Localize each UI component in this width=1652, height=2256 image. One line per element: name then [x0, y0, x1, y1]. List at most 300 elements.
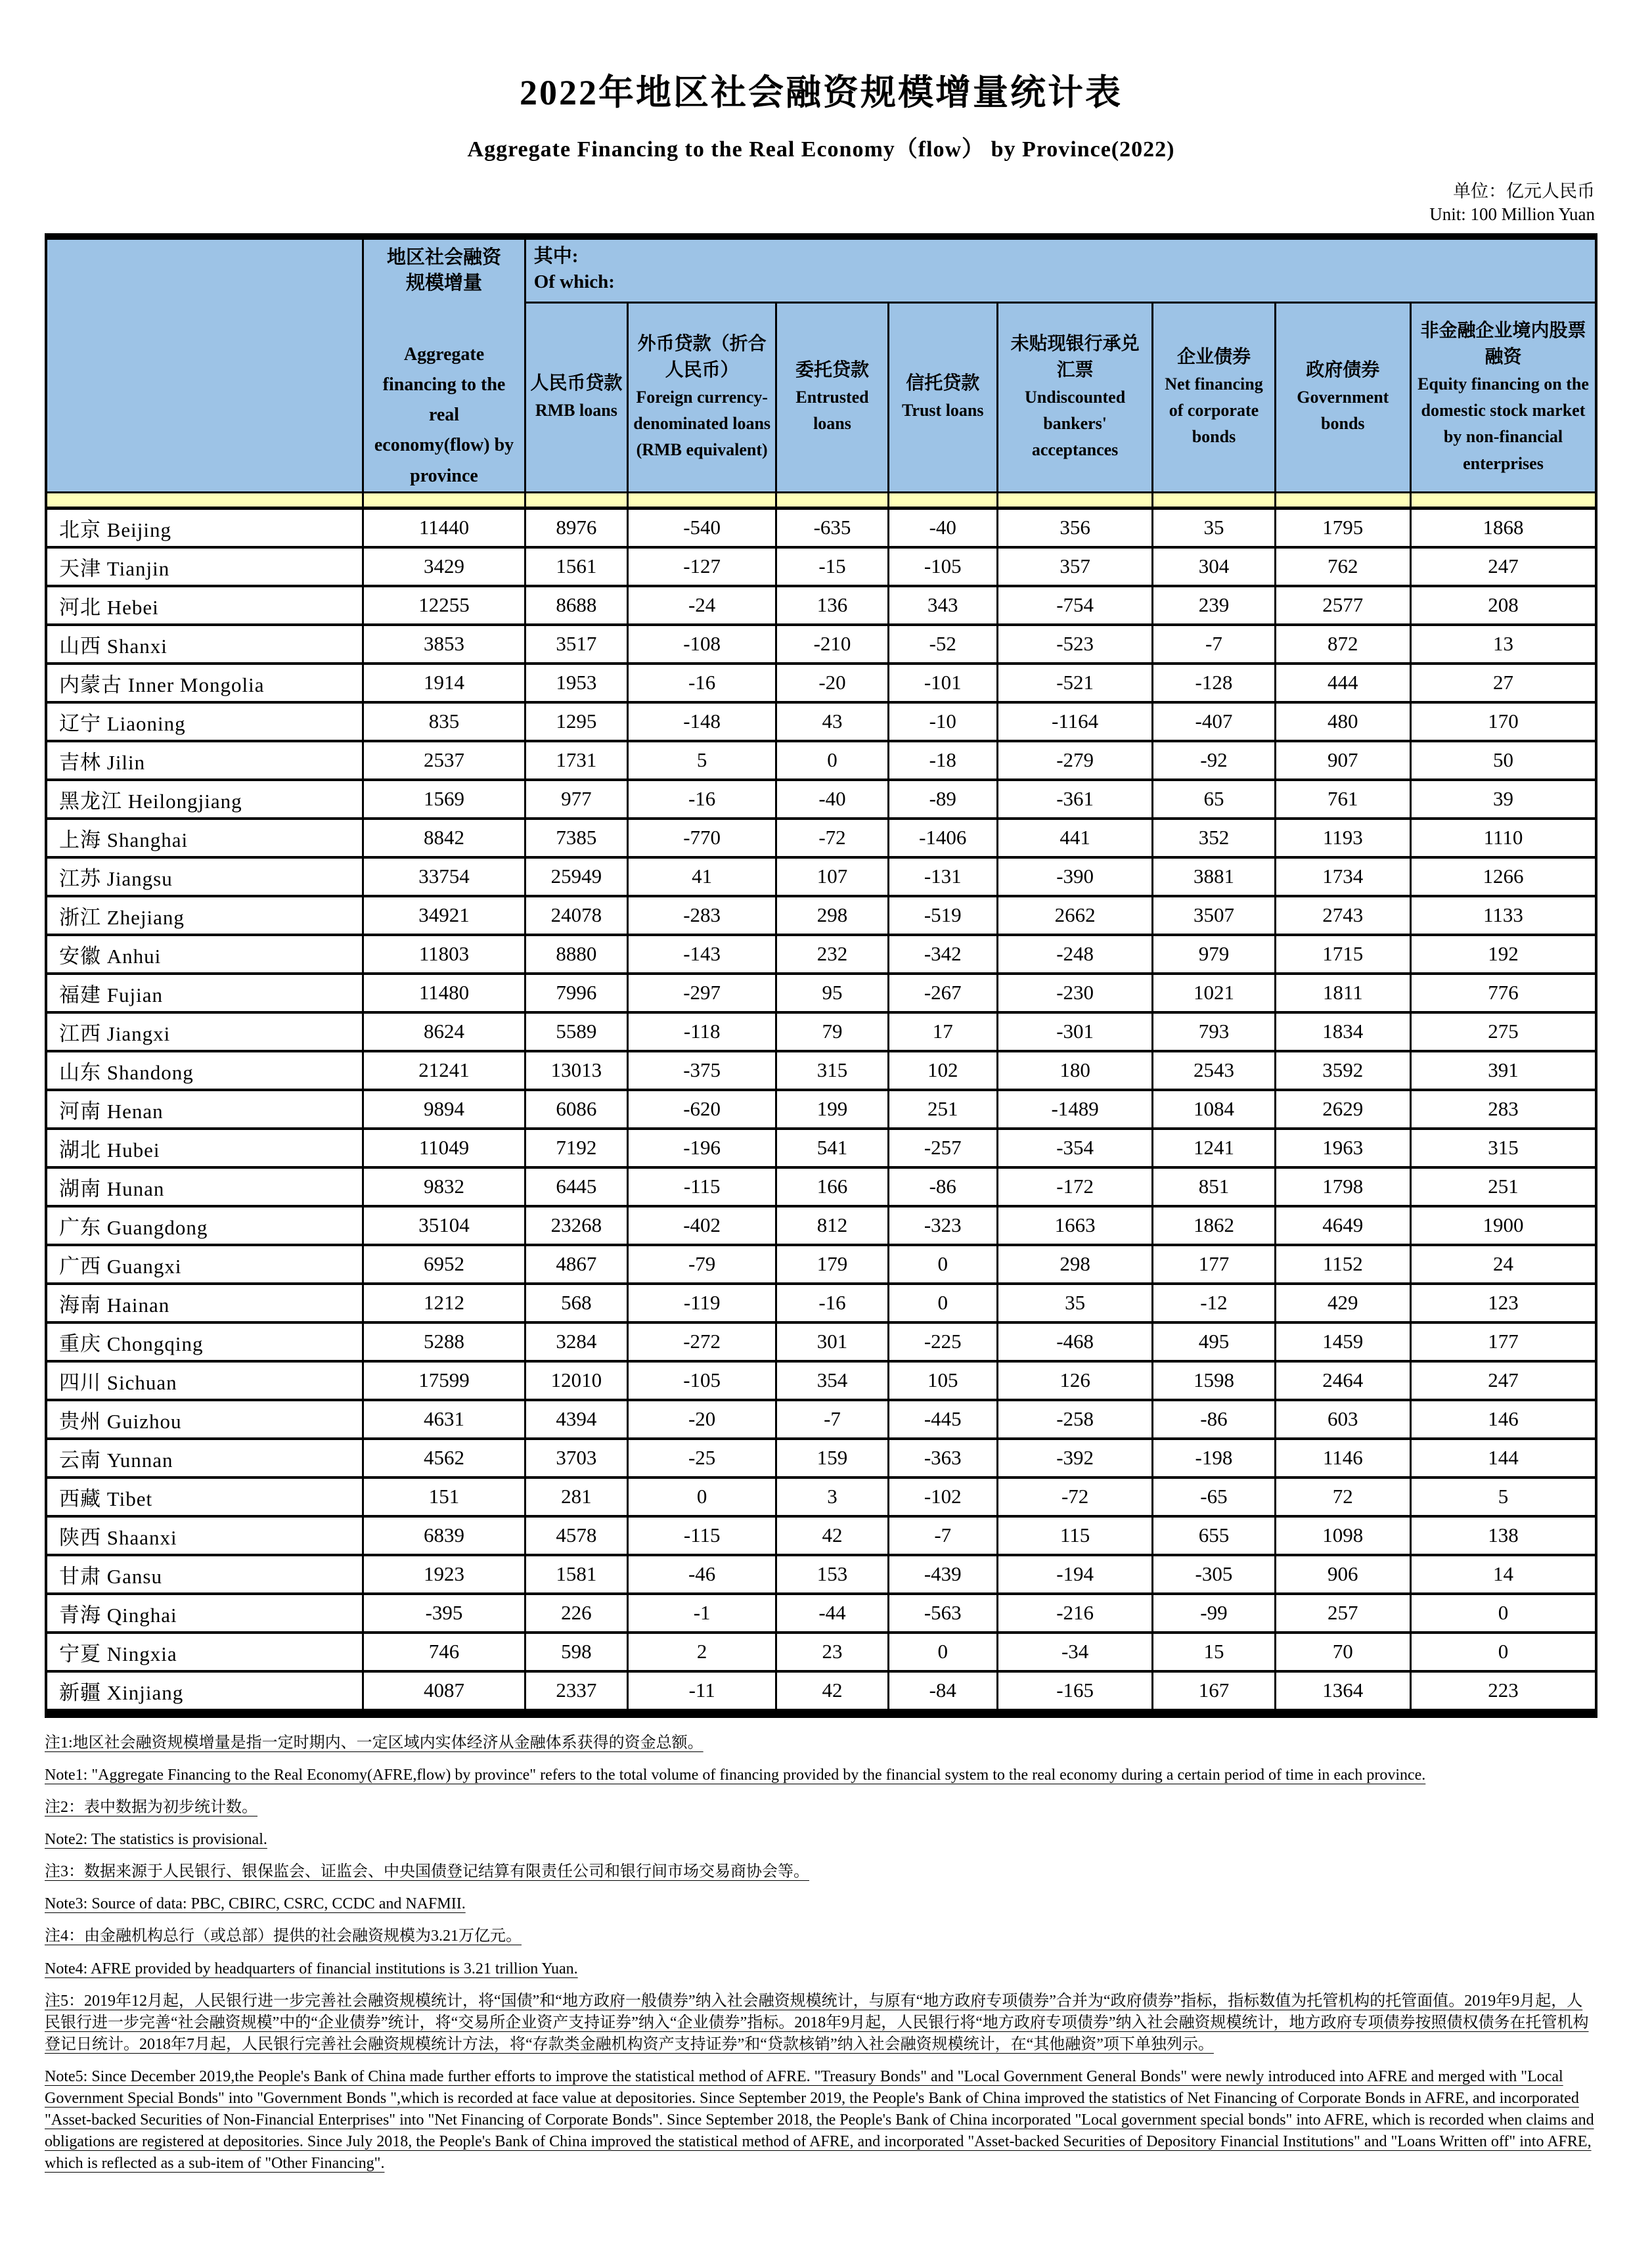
- value-cell: 177: [1153, 1245, 1275, 1284]
- value-cell: 568: [525, 1284, 627, 1322]
- table-row: [46, 741, 1596, 780]
- value-cell: 79: [776, 1012, 888, 1051]
- value-cell: -127: [627, 547, 776, 586]
- value-cell: -118: [627, 1012, 776, 1051]
- value-cell: 977: [525, 780, 627, 819]
- province-cell: 河南 Henan: [46, 1090, 363, 1129]
- unit-label-cn: 单位：亿元人民币: [1453, 181, 1595, 202]
- yellow-strip-cell: [627, 492, 776, 508]
- value-cell: -540: [627, 508, 776, 547]
- province-cell: 重庆 Chongqing: [46, 1322, 363, 1361]
- value-cell: 1900: [1410, 1206, 1596, 1245]
- value-cell: -65: [1153, 1478, 1275, 1516]
- value-cell: 41: [627, 857, 776, 896]
- table-row: [46, 1633, 1596, 1671]
- province-cell: 内蒙古 Inner Mongolia: [46, 664, 363, 702]
- table-row: [46, 547, 1596, 586]
- value-cell: 24: [1410, 1245, 1596, 1284]
- value-cell: 391: [1410, 1051, 1596, 1090]
- value-cell: 1914: [363, 664, 525, 702]
- value-cell: 11480: [363, 974, 525, 1012]
- table-row: [46, 1516, 1596, 1555]
- value-cell: -283: [627, 896, 776, 935]
- value-cell: 21241: [363, 1051, 525, 1090]
- value-cell: 1266: [1410, 857, 1596, 896]
- table-row: [46, 1090, 1596, 1129]
- value-cell: -635: [776, 508, 888, 547]
- value-cell: -115: [627, 1167, 776, 1206]
- yellow-strip-cell: [1410, 492, 1596, 508]
- header-undiscounted-bankers-acceptances: [997, 302, 1152, 492]
- value-cell: 1295: [525, 702, 627, 741]
- value-cell: 906: [1275, 1555, 1410, 1594]
- province-cell: 上海 Shanghai: [46, 819, 363, 857]
- value-cell: 3592: [1275, 1051, 1410, 1090]
- yellow-strip-cell: [1275, 492, 1410, 508]
- table-row: [46, 1129, 1596, 1167]
- value-cell: 123: [1410, 1284, 1596, 1322]
- value-cell: 2629: [1275, 1090, 1410, 1129]
- province-cell: 福建 Fujian: [46, 974, 363, 1012]
- value-cell: 6086: [525, 1090, 627, 1129]
- value-cell: -143: [627, 935, 776, 974]
- value-cell: 3429: [363, 547, 525, 586]
- value-cell: -620: [627, 1090, 776, 1129]
- value-cell: 35: [1153, 508, 1275, 547]
- value-cell: 27: [1410, 664, 1596, 702]
- value-cell: 872: [1275, 625, 1410, 664]
- value-cell: 2: [627, 1633, 776, 1671]
- province-cell: 湖南 Hunan: [46, 1167, 363, 1206]
- value-cell: -102: [888, 1478, 997, 1516]
- value-cell: 208: [1410, 586, 1596, 625]
- value-cell: -407: [1153, 702, 1275, 741]
- value-cell: 50: [1410, 741, 1596, 780]
- value-cell: 2464: [1275, 1361, 1410, 1400]
- value-cell: 2577: [1275, 586, 1410, 625]
- province-cell: 甘肃 Gansu: [46, 1555, 363, 1594]
- page-subtitle: Aggregate Financing to the Real Economy（flow） by Province(2022): [467, 137, 1175, 162]
- table-row: [46, 664, 1596, 702]
- trust-loans-label-en: Trust loans: [902, 400, 984, 420]
- value-cell: 2743: [1275, 896, 1410, 935]
- value-cell: -395: [363, 1594, 525, 1633]
- value-cell: -305: [1153, 1555, 1275, 1594]
- value-cell: 1963: [1275, 1129, 1410, 1167]
- value-cell: 835: [363, 702, 525, 741]
- value-cell: -34: [997, 1633, 1152, 1671]
- province-cell: 江西 Jiangxi: [46, 1012, 363, 1051]
- value-cell: -225: [888, 1322, 997, 1361]
- value-cell: 1569: [363, 780, 525, 819]
- value-cell: 33754: [363, 857, 525, 896]
- value-cell: 1459: [1275, 1322, 1410, 1361]
- province-cell: 浙江 Zhejiang: [46, 896, 363, 935]
- table-row: [46, 935, 1596, 974]
- value-cell: 11803: [363, 935, 525, 974]
- header-trust-loans: [888, 302, 997, 492]
- value-cell: 226: [525, 1594, 627, 1633]
- value-cell: -25: [627, 1439, 776, 1478]
- value-cell: -89: [888, 780, 997, 819]
- value-cell: 2543: [1153, 1051, 1275, 1090]
- value-cell: 6445: [525, 1167, 627, 1206]
- value-cell: -361: [997, 780, 1152, 819]
- value-cell: 1084: [1153, 1090, 1275, 1129]
- table-row: [46, 857, 1596, 896]
- note-paragraph: 注3：数据来源于人民银行、银保监会、证监会、中央国债登记结算有限责任公司和银行间市场交易商协会等。: [45, 1863, 809, 1881]
- value-cell: 304: [1153, 547, 1275, 586]
- value-cell: -10: [888, 702, 997, 741]
- value-cell: 13013: [525, 1051, 627, 1090]
- value-cell: 180: [997, 1051, 1152, 1090]
- afre-label-cn: 地区社会融资规模增量: [387, 246, 502, 294]
- value-cell: 1598: [1153, 1361, 1275, 1400]
- value-cell: -72: [776, 819, 888, 857]
- value-cell: 1561: [525, 547, 627, 586]
- value-cell: 43: [776, 702, 888, 741]
- province-cell: 天津 Tianjin: [46, 547, 363, 586]
- value-cell: 0: [627, 1478, 776, 1516]
- value-cell: 6952: [363, 1245, 525, 1284]
- value-cell: 17: [888, 1012, 997, 1051]
- value-cell: -297: [627, 974, 776, 1012]
- value-cell: -86: [1153, 1400, 1275, 1439]
- province-cell: 山东 Shandong: [46, 1051, 363, 1090]
- value-cell: 598: [525, 1633, 627, 1671]
- value-cell: -363: [888, 1439, 997, 1478]
- value-cell: -194: [997, 1555, 1152, 1594]
- value-cell: 352: [1153, 819, 1275, 857]
- value-cell: 65: [1153, 780, 1275, 819]
- table-row: [46, 1671, 1596, 1713]
- rmb-loans-label-en: RMB loans: [535, 400, 617, 420]
- value-cell: 35104: [363, 1206, 525, 1245]
- table-row: [46, 1400, 1596, 1439]
- value-cell: 7996: [525, 974, 627, 1012]
- value-cell: 4867: [525, 1245, 627, 1284]
- value-cell: 979: [1153, 935, 1275, 974]
- table-row: [46, 974, 1596, 1012]
- value-cell: -131: [888, 857, 997, 896]
- header-equity-financing: [1410, 302, 1596, 492]
- value-cell: 2662: [997, 896, 1152, 935]
- value-cell: 102: [888, 1051, 997, 1090]
- table-row: [46, 1555, 1596, 1594]
- value-cell: 357: [997, 547, 1152, 586]
- value-cell: -1406: [888, 819, 997, 857]
- value-cell: -523: [997, 625, 1152, 664]
- value-cell: -198: [1153, 1439, 1275, 1478]
- value-cell: -128: [1153, 664, 1275, 702]
- province-cell: 海南 Hainan: [46, 1284, 363, 1322]
- page-title: 2022年地区社会融资规模增量统计表: [520, 73, 1123, 112]
- undiscounted-bankers-acceptances-label-cn: 未贴现银行承兑汇票: [1010, 333, 1140, 381]
- value-cell: -375: [627, 1051, 776, 1090]
- value-cell: 13: [1410, 625, 1596, 664]
- value-cell: 298: [997, 1245, 1152, 1284]
- value-cell: 480: [1275, 702, 1410, 741]
- note-paragraph: Note3: Source of data: PBC, CBIRC, CSRC, CCDC and NAFMII.: [45, 1895, 466, 1913]
- value-cell: 7385: [525, 819, 627, 857]
- corporate-bonds-label-en: Net financing of corporate bonds: [1165, 374, 1263, 447]
- value-cell: -119: [627, 1284, 776, 1322]
- value-cell: 151: [363, 1478, 525, 1516]
- value-cell: 655: [1153, 1516, 1275, 1555]
- value-cell: 1811: [1275, 974, 1410, 1012]
- value-cell: 23: [776, 1633, 888, 1671]
- value-cell: -52: [888, 625, 997, 664]
- table-row: [46, 819, 1596, 857]
- value-cell: 107: [776, 857, 888, 896]
- afre-table: [45, 233, 1597, 1718]
- government-bonds-label-en: Government bonds: [1297, 387, 1389, 433]
- province-cell: 西藏 Tibet: [46, 1478, 363, 1516]
- value-cell: -44: [776, 1594, 888, 1633]
- value-cell: 167: [1153, 1671, 1275, 1713]
- yellow-strip-cell: [776, 492, 888, 508]
- province-cell: 云南 Yunnan: [46, 1439, 363, 1478]
- value-cell: -390: [997, 857, 1152, 896]
- value-cell: 603: [1275, 1400, 1410, 1439]
- value-cell: 315: [776, 1051, 888, 1090]
- value-cell: 761: [1275, 780, 1410, 819]
- equity-financing-label-en: Equity financing on the domestic stock market by non-financial enterprises: [1418, 374, 1589, 473]
- value-cell: 851: [1153, 1167, 1275, 1206]
- value-cell: -301: [997, 1012, 1152, 1051]
- value-cell: 1152: [1275, 1245, 1410, 1284]
- table-row: [46, 1051, 1596, 1090]
- value-cell: 153: [776, 1555, 888, 1594]
- note-paragraph: 注4：由金融机构总行（或总部）提供的社会融资规模为3.21万亿元。: [45, 1928, 522, 1945]
- table-row: [46, 1167, 1596, 1206]
- value-cell: 907: [1275, 741, 1410, 780]
- value-cell: -279: [997, 741, 1152, 780]
- header-of-which: [525, 237, 1596, 303]
- value-cell: 4562: [363, 1439, 525, 1478]
- value-cell: 1146: [1275, 1439, 1410, 1478]
- value-cell: 72: [1275, 1478, 1410, 1516]
- province-cell: 安徽 Anhui: [46, 935, 363, 974]
- value-cell: 281: [525, 1478, 627, 1516]
- yellow-strip-cell: [1153, 492, 1275, 508]
- value-cell: -521: [997, 664, 1152, 702]
- value-cell: -392: [997, 1439, 1152, 1478]
- value-cell: 1862: [1153, 1206, 1275, 1245]
- value-cell: -40: [776, 780, 888, 819]
- value-cell: -16: [776, 1284, 888, 1322]
- value-cell: 8624: [363, 1012, 525, 1051]
- undiscounted-bankers-acceptances-label-en: Undiscounted bankers' acceptances: [1025, 387, 1126, 460]
- value-cell: 25949: [525, 857, 627, 896]
- value-cell: 2337: [525, 1671, 627, 1713]
- value-cell: 70: [1275, 1633, 1410, 1671]
- value-cell: 8880: [525, 935, 627, 974]
- value-cell: -24: [627, 586, 776, 625]
- value-cell: 275: [1410, 1012, 1596, 1051]
- header-government-bonds: [1275, 302, 1410, 492]
- province-cell: 江苏 Jiangsu: [46, 857, 363, 896]
- table-row: [46, 1206, 1596, 1245]
- value-cell: 24078: [525, 896, 627, 935]
- value-cell: -216: [997, 1594, 1152, 1633]
- header-foreign-currency-loans: [627, 302, 776, 492]
- value-cell: 12010: [525, 1361, 627, 1400]
- value-cell: -20: [776, 664, 888, 702]
- province-cell: 北京 Beijing: [46, 508, 363, 547]
- value-cell: -46: [627, 1555, 776, 1594]
- province-cell: 湖北 Hubei: [46, 1129, 363, 1167]
- table-row: [46, 1012, 1596, 1051]
- document-page: [45, 0, 1597, 2175]
- value-cell: -18: [888, 741, 997, 780]
- value-cell: 5: [1410, 1478, 1596, 1516]
- value-cell: 239: [1153, 586, 1275, 625]
- value-cell: 0: [888, 1633, 997, 1671]
- value-cell: 8688: [525, 586, 627, 625]
- value-cell: -210: [776, 625, 888, 664]
- value-cell: 126: [997, 1361, 1152, 1400]
- value-cell: 35: [997, 1284, 1152, 1322]
- note-paragraph: Note5: Since December 2019,the People's Bank of China made further efforts to improve the statistical method of AFRE. "Treasury Bonds" and "Local Government General Bonds" were newly introduced into AFRE and merged with "Local Government Special Bonds" into "Government Bonds ",which is recorded at face value at depositories. Since September 2019, the People's Bank of China improved the statistics of Net Financing of Corporate Bonds in AFRE, and incorporated "Asset-backed Securities of Non-Financial Enterprises" into "Net Financing of Corporate Bonds". Since September 2018, the People's Bank of China incorporated "Local government special bonds" into AFRE, which is recorded when claims and obligations are registered at depositories. Since July 2018, the People's Bank of China improved the statistical method of AFRE, and incorporated "Asset-backed Securities of Depository Financial Institutions" and "Loans Written off" into AFRE, which is reflected as a sub-item of "Other Financing".: [45, 2068, 1594, 2173]
- value-cell: -40: [888, 508, 997, 547]
- value-cell: 192: [1410, 935, 1596, 974]
- province-cell: 四川 Sichuan: [46, 1361, 363, 1400]
- value-cell: 247: [1410, 1361, 1596, 1400]
- value-cell: -84: [888, 1671, 997, 1713]
- value-cell: 8842: [363, 819, 525, 857]
- yellow-strip-cell: [888, 492, 997, 508]
- value-cell: 0: [888, 1245, 997, 1284]
- foreign-currency-loans-label-en: Foreign currency-denominated loans (RMB equivalent): [633, 387, 771, 460]
- value-cell: 1212: [363, 1284, 525, 1322]
- value-cell: 283: [1410, 1090, 1596, 1129]
- value-cell: 1364: [1275, 1671, 1410, 1713]
- value-cell: -16: [627, 664, 776, 702]
- value-cell: -257: [888, 1129, 997, 1167]
- value-cell: 3703: [525, 1439, 627, 1478]
- value-cell: 1734: [1275, 857, 1410, 896]
- value-cell: 166: [776, 1167, 888, 1206]
- value-cell: 7192: [525, 1129, 627, 1167]
- value-cell: 6839: [363, 1516, 525, 1555]
- value-cell: 298: [776, 896, 888, 935]
- value-cell: 3517: [525, 625, 627, 664]
- value-cell: 541: [776, 1129, 888, 1167]
- value-cell: 776: [1410, 974, 1596, 1012]
- value-cell: 170: [1410, 702, 1596, 741]
- value-cell: -7: [888, 1516, 997, 1555]
- value-cell: 1663: [997, 1206, 1152, 1245]
- value-cell: 17599: [363, 1361, 525, 1400]
- value-cell: 115: [997, 1516, 1152, 1555]
- value-cell: 354: [776, 1361, 888, 1400]
- value-cell: -72: [997, 1478, 1152, 1516]
- table-row: [46, 1594, 1596, 1633]
- value-cell: 23268: [525, 1206, 627, 1245]
- province-cell: 广东 Guangdong: [46, 1206, 363, 1245]
- value-cell: -99: [1153, 1594, 1275, 1633]
- yellow-strip-cell: [363, 492, 525, 508]
- value-cell: 3284: [525, 1322, 627, 1361]
- value-cell: 495: [1153, 1322, 1275, 1361]
- value-cell: 3881: [1153, 857, 1275, 896]
- value-cell: 1021: [1153, 974, 1275, 1012]
- value-cell: -108: [627, 625, 776, 664]
- government-bonds-label-cn: 政府债券: [1306, 360, 1380, 381]
- value-cell: -354: [997, 1129, 1152, 1167]
- yellow-strip-row: [46, 492, 1596, 508]
- province-cell: 黑龙江 Heilongjiang: [46, 780, 363, 819]
- value-cell: 315: [1410, 1129, 1596, 1167]
- value-cell: -101: [888, 664, 997, 702]
- value-cell: 4087: [363, 1671, 525, 1713]
- table-row: [46, 586, 1596, 625]
- value-cell: -439: [888, 1555, 997, 1594]
- value-cell: -1164: [997, 702, 1152, 741]
- value-cell: 42: [776, 1516, 888, 1555]
- afre-label-en: Aggregate financing to the real economy(flow) by province: [374, 344, 514, 486]
- value-cell: 4649: [1275, 1206, 1410, 1245]
- header-corporate-bonds: [1153, 302, 1275, 492]
- value-cell: 9894: [363, 1090, 525, 1129]
- province-cell: 广西 Guangxi: [46, 1245, 363, 1284]
- value-cell: -563: [888, 1594, 997, 1633]
- value-cell: 223: [1410, 1671, 1596, 1713]
- value-cell: 1241: [1153, 1129, 1275, 1167]
- rmb-loans-label-cn: 人民币贷款: [530, 373, 623, 394]
- value-cell: 1133: [1410, 896, 1596, 935]
- province-cell: 辽宁 Liaoning: [46, 702, 363, 741]
- province-cell: 陕西 Shaanxi: [46, 1516, 363, 1555]
- unit-block: [45, 180, 1597, 226]
- province-cell: 山西 Shanxi: [46, 625, 363, 664]
- value-cell: -754: [997, 586, 1152, 625]
- value-cell: 144: [1410, 1439, 1596, 1478]
- value-cell: -196: [627, 1129, 776, 1167]
- province-cell: 宁夏 Ningxia: [46, 1633, 363, 1671]
- equity-financing-label-cn: 非金融企业境内股票融资: [1420, 320, 1586, 368]
- value-cell: -1: [627, 1594, 776, 1633]
- foreign-currency-loans-label-cn: 外币贷款（折合人民币）: [637, 333, 767, 381]
- yellow-strip-cell: [997, 492, 1152, 508]
- value-cell: -258: [997, 1400, 1152, 1439]
- table-row: [46, 1284, 1596, 1322]
- value-cell: 2537: [363, 741, 525, 780]
- value-cell: -148: [627, 702, 776, 741]
- value-cell: -402: [627, 1206, 776, 1245]
- value-cell: 0: [776, 741, 888, 780]
- value-cell: 159: [776, 1439, 888, 1478]
- value-cell: 746: [363, 1633, 525, 1671]
- value-cell: -323: [888, 1206, 997, 1245]
- value-cell: 343: [888, 586, 997, 625]
- province-cell: 贵州 Guizhou: [46, 1400, 363, 1439]
- value-cell: 14: [1410, 1555, 1596, 1594]
- value-cell: 301: [776, 1322, 888, 1361]
- value-cell: -79: [627, 1245, 776, 1284]
- header-province-empty: [46, 237, 363, 493]
- value-cell: 1110: [1410, 819, 1596, 857]
- value-cell: 5: [627, 741, 776, 780]
- value-cell: 429: [1275, 1284, 1410, 1322]
- value-cell: 762: [1275, 547, 1410, 586]
- value-cell: 105: [888, 1361, 997, 1400]
- value-cell: 0: [1410, 1594, 1596, 1633]
- table-row: [46, 702, 1596, 741]
- value-cell: -115: [627, 1516, 776, 1555]
- value-cell: 11440: [363, 508, 525, 547]
